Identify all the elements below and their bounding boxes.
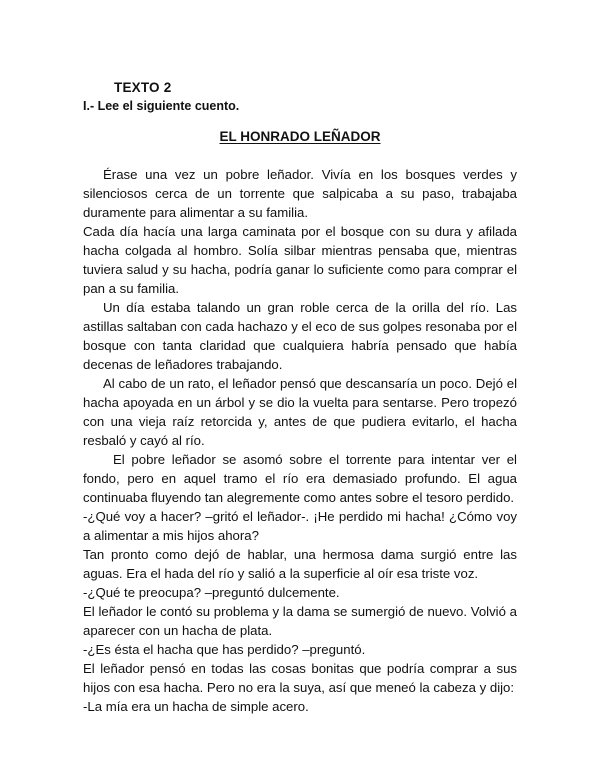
paragraph: -La mía era un hacha de simple acero. [83, 699, 309, 714]
paragraph: -¿Qué voy a hacer? –gritó el leñador-. ¡He perdido mi hacha! ¿Cómo voy a alimentar a mis hijos ahora? [83, 509, 517, 543]
instruction: I.- Lee el siguiente cuento. [83, 99, 240, 113]
paragraph: Al cabo de un rato, el leñador pensó que descansaría un poco. Dejó el hacha apoyada en un árbol y se dio la vuelta para sentarse. Pero tropezó con una vieja raíz retorcida y, antes de que pudiera evitarlo, el hacha resbaló y cayó al río. [83, 376, 517, 448]
paragraph: -¿Es ésta el hacha que has perdido? –preguntó. [83, 642, 366, 657]
paragraph: Cada día hacía una larga caminata por el bosque con su dura y afilada hacha colgada al hombro. Solía silbar mientras pensaba que, mientras tuviera salud y su hacha, podría ganar lo suficiente como para comprar el pan a su familia. [83, 224, 517, 296]
paragraph: Tan pronto como dejó de hablar, una hermosa dama surgió entre las aguas. Era el hada del río y salió a la superficie al oír esa triste voz. [83, 547, 517, 581]
paragraph: -¿Qué te preocupa? –preguntó dulcemente. [83, 585, 340, 600]
paragraph: El pobre leñador se asomó sobre el torrente para intentar ver el fondo, pero en aquel tramo el río era demasiado profundo. El agua continuaba fluyendo tan alegremente como antes sobre el tesoro perdido. [83, 452, 517, 505]
paragraph: El leñador pensó en todas las cosas bonitas que podría comprar a sus hijos con esa hacha. Pero no era la suya, así que meneó la cabeza y dijo: [83, 661, 517, 695]
section-label: TEXTO 2 [114, 80, 172, 95]
paragraph: Un día estaba talando un gran roble cerca de la orilla del río. Las astillas saltaban con cada hachazo y el eco de sus golpes resonaba por el bosque con tanta claridad que cualquiera habría pensado que había decenas de leñadores trabajando. [83, 300, 518, 372]
story-body [83, 165, 517, 716]
story-title: EL HONRADO LEÑADOR [219, 129, 381, 144]
paragraph: El leñador le contó su problema y la dama se sumergió de nuevo. Volvió a aparecer con un hacha de plata. [83, 604, 517, 638]
paragraph: Érase una vez un pobre leñador. Vivía en los bosques verdes y silenciosos cerca de un torrente que salpicaba a su paso, trabajaba duramente para alimentar a su familia. [83, 167, 517, 220]
